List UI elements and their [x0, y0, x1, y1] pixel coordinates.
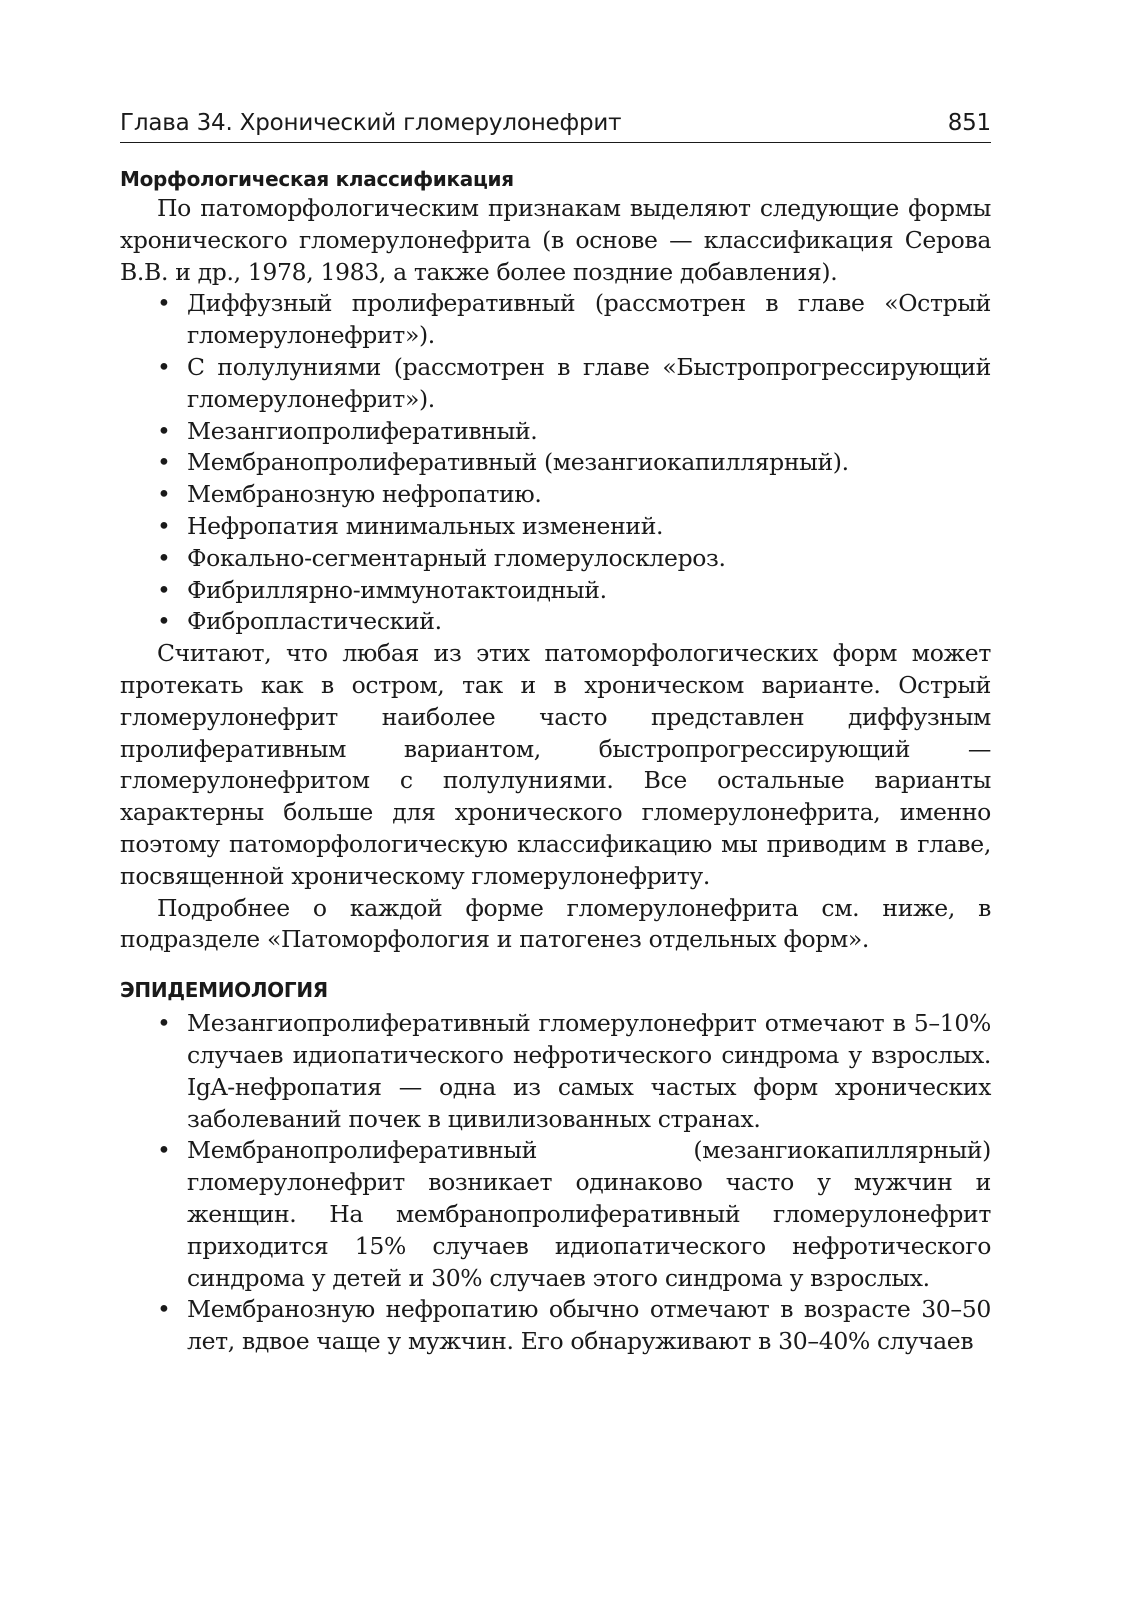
bullet-icon: •	[157, 480, 171, 509]
section-title-epidemiology: ЭПИДЕМИОЛОГИЯ	[120, 978, 328, 1003]
body-paragraph: Считают, что любая из этих патоморфологических форм может протекать как в остром, так и в хроническом варианте. Острый гломерулонефрит наиболее часто представлен диффузным пролиферативным вариантом, быстропрогрессирующий — гломерулонефритом с полулуниями. Все остальные варианты характерны больше для хронического гломерулонефрита, именно поэтому патоморфологическую классификацию мы приводим в главе, посвященной хроническому гломерулонефриту.	[120, 639, 991, 890]
running-head	[120, 110, 991, 143]
bullet-icon: •	[157, 416, 171, 445]
list-item: • Фокально-сегментарный гломерулосклероз.	[120, 543, 991, 575]
list-item: • Мезангиопролиферативный гломерулонефрит отмечают в 5–10% случаев идиопатического нефротического синдрома у взрослых. IgA-нефропатия — одна из самых частых форм хронических заболеваний почек в цивилизованных странах.	[157, 1009, 991, 1133]
list-item: • Мезангиопролиферативный.	[120, 416, 991, 448]
section-body-epidemiology	[120, 1008, 991, 1358]
list-item: • Мембранопролиферативный (мезангиокапиллярный) гломерулонефрит возникает одинаково часто у мужчин и женщин. На мембранопролиферативный гломерулонефрит приходится 15% случаев идиопатического нефротического синдрома у детей и 30% случаев этого синдрома у взрослых.	[157, 1136, 991, 1292]
epidemiology-list	[120, 1008, 991, 1358]
bullet-icon: •	[157, 1009, 171, 1038]
bullet-icon: •	[157, 1295, 171, 1324]
bullet-icon: •	[157, 448, 171, 477]
bullet-icon: •	[157, 575, 171, 604]
section-title-morphology: Морфологическая классификация	[120, 167, 514, 191]
list-item: • Фибриллярно-иммунотактоидный.	[120, 575, 991, 607]
bullet-icon: •	[157, 289, 171, 318]
morphology-forms-list	[120, 288, 991, 638]
book-page	[120, 110, 991, 1358]
list-item: • Мембранозную нефропатию.	[120, 479, 991, 511]
section-body-morphology	[120, 193, 991, 956]
list-item: • Нефропатия минимальных изменений.	[120, 511, 991, 543]
bullet-icon: •	[157, 607, 171, 636]
chapter-title: Глава 34. Хронический гломерулонефрит	[120, 110, 622, 136]
body-paragraph: Подробнее о каждой форме гломерулонефрита см. ниже, в подразделе «Патоморфология и патогенез отдельных форм».	[120, 893, 991, 954]
bullet-icon: •	[157, 511, 171, 540]
list-item: • Мембранопролиферативный (мезангиокапиллярный).	[120, 447, 991, 479]
bullet-icon: •	[157, 352, 171, 381]
intro-paragraph: По патоморфологическим признакам выделяют следующие формы хронического гломерулонефрита (в основе — классификация Серова В.В. и др., 1978, 1983, а также более поздние добавления).	[120, 194, 991, 286]
list-item: • Диффузный пролиферативный (рассмотрен в главе «Острый гломерулонефрит»).	[157, 289, 991, 350]
list-item: • С полулуниями (рассмотрен в главе «Быстропрогрессирующий гломерулонефрит»).	[157, 352, 991, 413]
list-item: • Мембранозную нефропатию обычно отмечают в возрасте 30–50 лет, вдвое чаще у мужчин. Его обнаруживают в 30–40% случаев	[157, 1295, 991, 1356]
page-number: 851	[947, 110, 991, 136]
list-item: • Фибропластический.	[120, 606, 991, 638]
bullet-icon: •	[157, 1136, 171, 1165]
bullet-icon: •	[157, 543, 171, 572]
